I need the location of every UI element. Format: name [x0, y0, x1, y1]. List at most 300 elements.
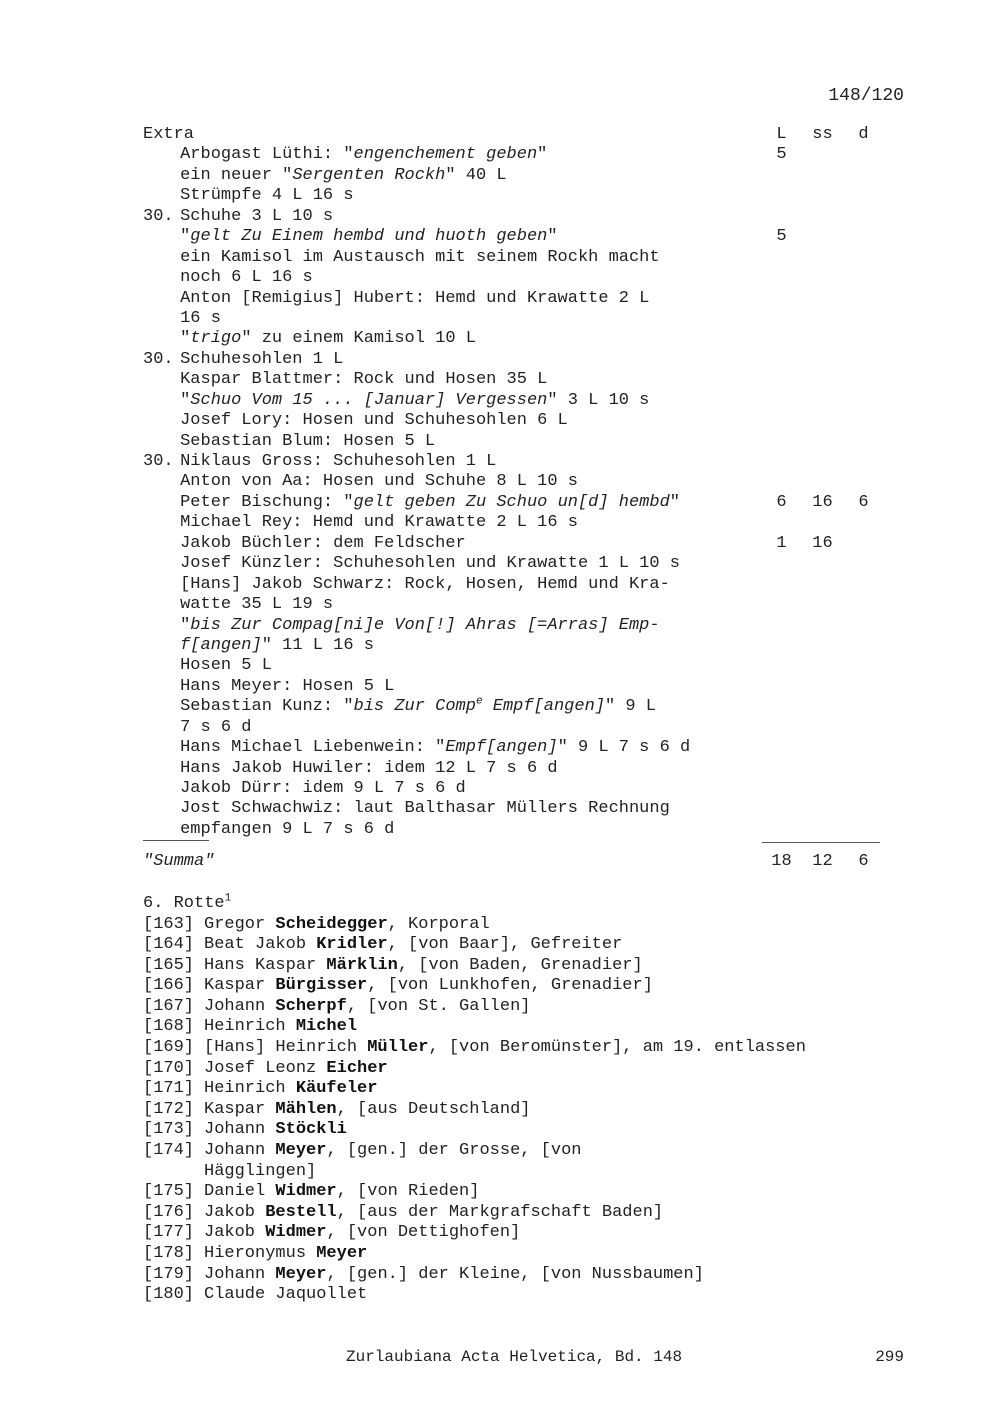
ledger-day — [143, 595, 180, 615]
ledger-pence — [844, 268, 883, 288]
ledger-pence — [844, 166, 883, 186]
text-segment: " zu einem Kamisol 10 L — [241, 329, 476, 349]
ledger-day — [143, 738, 180, 758]
text-segment: , Korporal — [387, 914, 490, 934]
text-segment: trigo — [190, 329, 242, 349]
text-segment: " 11 L 16 s — [261, 635, 374, 655]
ledger-shillings — [801, 248, 844, 268]
text-segment: Meyer — [275, 1264, 327, 1284]
text-segment: Jost Schwachwiz: laut Balthasar Müllers Rechnung — [180, 799, 670, 819]
text-segment: ein Kamisol im Austausch mit seinem Rockh macht — [180, 247, 660, 267]
text-segment: " — [180, 329, 191, 349]
ledger-title: Extra — [143, 125, 195, 144]
summa-pence: 6 — [858, 852, 869, 871]
text-segment: Hans Kaspar — [204, 955, 327, 975]
text-segment: " — [180, 615, 191, 635]
text-segment: Hans Meyer: Hosen 5 L — [180, 676, 395, 696]
ledger-entry-text — [180, 799, 762, 819]
ledger-entry-text — [180, 718, 762, 738]
roster-number: [163] — [143, 914, 195, 934]
ledger-entry-text — [180, 432, 762, 452]
roster-number: [169] — [143, 1038, 195, 1058]
ledger-row — [143, 166, 883, 186]
ledger-row — [143, 799, 883, 819]
ledger-pence — [844, 677, 883, 697]
ledger-day — [143, 411, 180, 431]
ledger-day — [143, 186, 180, 206]
ledger-pence — [844, 248, 883, 268]
ledger-shillings — [801, 227, 844, 247]
ledger-day — [143, 656, 180, 676]
ledger-pounds — [762, 309, 801, 329]
roster-entry — [143, 1079, 903, 1100]
text-segment: " — [180, 390, 191, 410]
roster-entry — [143, 1223, 903, 1244]
ledger-shillings — [801, 656, 844, 676]
ledger-day — [143, 636, 180, 656]
text-segment: , [aus Deutschland] — [336, 1099, 531, 1119]
text-segment: " 9 L — [604, 697, 656, 717]
text-segment: Peter Bischung: " — [180, 492, 354, 512]
ledger-day — [143, 697, 180, 717]
text-segment: Johann — [204, 996, 276, 1016]
text-segment: , [von Rieden] — [336, 1182, 480, 1202]
roster-number: [167] — [143, 996, 195, 1016]
ledger-row — [143, 493, 883, 513]
ledger-shillings — [801, 759, 844, 779]
text-segment: Strümpfe 4 L 16 s — [180, 186, 354, 206]
text-segment: watte 35 L 19 s — [180, 595, 334, 615]
roster-number: [170] — [143, 1058, 195, 1078]
ledger-pence — [844, 411, 883, 431]
ledger-day: 30. — [143, 452, 174, 471]
ledger-pence — [844, 534, 883, 554]
ledger-pence — [844, 452, 883, 472]
ledger-day — [143, 289, 180, 309]
ledger-pounds — [762, 656, 801, 676]
ledger-entry-text — [180, 248, 762, 268]
text-segment: Kaspar Blattmer: Rock und Hosen 35 L — [180, 370, 548, 390]
text-segment: 7 s 6 d — [180, 717, 252, 737]
text-segment: e — [475, 695, 483, 708]
text-segment: Müller — [367, 1038, 429, 1058]
ledger-pounds — [762, 329, 801, 349]
ledger-pence: 6 — [858, 492, 869, 512]
roster-entry — [143, 1017, 903, 1038]
ledger-entry-text — [180, 738, 762, 758]
ledger-entry-text — [180, 329, 762, 349]
summa-pounds: 18 — [771, 852, 792, 871]
text-segment: Mählen — [275, 1099, 337, 1119]
text-segment: Claude Jaquollet — [204, 1285, 368, 1305]
ledger-shillings — [801, 309, 844, 329]
ledger-entry-text — [180, 452, 762, 472]
ledger-row — [143, 472, 883, 492]
ledger-shillings — [801, 268, 844, 288]
ledger-day — [143, 820, 180, 840]
ledger-pence — [844, 718, 883, 738]
text-segment: Michel — [295, 1017, 358, 1037]
roster-entry — [143, 956, 903, 977]
text-segment: Scherpf — [275, 996, 347, 1016]
ledger-pounds — [762, 432, 801, 452]
ledger-entry-text — [180, 472, 762, 492]
ledger-pounds — [762, 268, 801, 288]
text-segment: Bestell — [265, 1202, 337, 1222]
text-segment: Jakob Dürr: idem 9 L 7 s 6 d — [180, 779, 466, 798]
ledger-entry-text — [180, 677, 762, 697]
text-segment: Daniel — [204, 1182, 276, 1202]
ledger-pence — [844, 350, 883, 370]
text-segment: Heinrich — [204, 1017, 296, 1037]
column-header-pence: d — [858, 125, 869, 144]
roster-number: [175] — [143, 1182, 195, 1202]
ledger-pounds — [762, 472, 801, 492]
ledger-row — [143, 227, 883, 247]
column-header-pounds: L — [776, 125, 787, 144]
roster-entry — [143, 1100, 903, 1121]
ledger-shillings — [801, 677, 844, 697]
ledger-row — [143, 636, 883, 656]
text-segment: Schuhesohlen 1 L — [180, 349, 344, 369]
ledger-pounds — [762, 513, 801, 533]
text-segment: Schuo Vom 15 ... [Januar] Vergessen — [190, 390, 548, 410]
ledger-day — [143, 145, 180, 165]
roster-name — [204, 1223, 903, 1244]
text-segment: Widmer — [265, 1223, 327, 1243]
text-segment: " — [180, 227, 191, 247]
roster-name — [204, 1017, 903, 1038]
divider-left — [143, 840, 209, 841]
ledger-day: 30. — [143, 349, 174, 369]
text-segment: Jakob Büchler: dem Feldscher — [180, 533, 466, 553]
roster-entry — [143, 935, 903, 956]
text-segment: Johann — [204, 1264, 276, 1284]
text-segment: Kaspar — [204, 976, 276, 996]
text-segment: Arbogast Lüthi: " — [180, 145, 354, 165]
text-segment: Scheidegger — [275, 914, 388, 934]
text-segment: , [von St. Gallen] — [346, 996, 531, 1016]
ledger-shillings — [801, 513, 844, 533]
roster-name — [204, 1244, 903, 1265]
text-segment: empfangen 9 L 7 s 6 d — [180, 819, 395, 839]
ledger-pounds — [762, 575, 801, 595]
roster-entry — [143, 1265, 903, 1286]
ledger-pounds — [762, 289, 801, 309]
text-segment: Eicher — [326, 1058, 388, 1078]
divider-right — [762, 842, 880, 843]
ledger-day — [143, 616, 180, 636]
ledger-shillings — [801, 166, 844, 186]
text-segment: Jakob — [204, 1223, 266, 1243]
ledger-day — [143, 309, 180, 329]
text-segment: gelt geben Zu Schuo un[d] hembd — [353, 492, 670, 512]
roster-name — [204, 1079, 903, 1100]
ledger-entry-text — [180, 411, 762, 431]
text-segment: " — [669, 492, 680, 512]
ledger-row — [143, 268, 883, 288]
ledger-shillings — [801, 472, 844, 492]
text-segment: " 3 L 10 s — [547, 390, 650, 410]
ledger-row — [143, 595, 883, 615]
ledger-day — [143, 759, 180, 779]
page-reference: 148/120 — [828, 86, 904, 106]
roster-name — [204, 915, 903, 936]
text-segment: , [von Baar], Gefreiter — [387, 935, 623, 955]
text-segment: Sebastian Kunz: " — [180, 697, 354, 717]
ledger-pounds — [762, 391, 801, 411]
ledger-pounds — [762, 370, 801, 390]
ledger-row — [143, 534, 883, 554]
ledger-entry-text — [180, 186, 762, 206]
ledger-row — [143, 697, 883, 717]
ledger-row — [143, 759, 883, 779]
ledger-pounds — [762, 186, 801, 206]
ledger-shillings — [801, 595, 844, 615]
text-segment: Hans Michael Liebenwein: " — [180, 738, 446, 758]
ledger-day — [143, 799, 180, 819]
ledger-pence — [844, 432, 883, 452]
text-segment: Meyer — [316, 1244, 368, 1263]
ledger-row — [143, 145, 883, 165]
ledger-pounds — [762, 411, 801, 431]
ledger-row — [143, 575, 883, 595]
ledger-row — [143, 186, 883, 206]
ledger-pence — [844, 370, 883, 390]
ledger-pounds — [762, 697, 801, 717]
ledger-shillings — [801, 820, 844, 840]
footer-title: Zurlaubiana Acta Helvetica, Bd. 148 — [346, 1348, 683, 1366]
ledger-row — [143, 432, 883, 452]
roster-number: [173] — [143, 1120, 195, 1140]
ledger-entry-text — [180, 350, 762, 370]
ledger-shillings — [801, 350, 844, 370]
roster-entry — [143, 997, 903, 1018]
ledger-pence — [844, 820, 883, 840]
ledger-pence — [844, 616, 883, 636]
roster-entry — [143, 1182, 903, 1203]
text-segment: , [aus der Markgrafschaft Baden] — [336, 1202, 664, 1222]
ledger-row — [143, 779, 883, 799]
ledger-entry-text — [180, 616, 762, 636]
ledger-row — [143, 350, 883, 370]
text-segment: Empf[angen] — [482, 697, 605, 717]
text-segment: [Hans] Jakob Schwarz: Rock, Hosen, Hemd und Kra- — [180, 574, 670, 594]
roster-entry — [143, 1141, 903, 1182]
ledger-row — [143, 677, 883, 697]
text-segment: Widmer — [275, 1182, 337, 1202]
text-segment: Jakob — [204, 1202, 266, 1222]
ledger-rows — [143, 145, 883, 840]
ledger-entry-text — [180, 636, 762, 656]
ledger-pence — [844, 575, 883, 595]
ledger-entry-text — [180, 697, 762, 717]
ledger-row — [143, 718, 883, 738]
ledger-entry-text — [180, 289, 762, 309]
ledger-pence — [844, 391, 883, 411]
roster-entry — [143, 1059, 903, 1080]
ledger-day — [143, 534, 180, 554]
ledger-row — [143, 820, 883, 840]
roster-name — [204, 997, 903, 1018]
ledger-row — [143, 452, 883, 472]
ledger-day — [143, 248, 180, 268]
text-segment: Meyer — [275, 1141, 327, 1161]
footnote-marker: 1 — [224, 892, 232, 905]
summa-row — [143, 851, 883, 872]
ledger-pence — [844, 207, 883, 227]
text-segment: " — [547, 227, 558, 247]
roster-number: [166] — [143, 976, 195, 996]
text-segment: Hieronymus — [204, 1244, 317, 1263]
roster-number: [168] — [143, 1017, 195, 1037]
ledger-shillings — [801, 289, 844, 309]
footer-page-number: 299 — [875, 1348, 904, 1366]
ledger-shillings — [801, 370, 844, 390]
text-segment: Käufeler — [295, 1079, 378, 1099]
text-segment: Josef Leonz — [204, 1058, 327, 1078]
roster-entry — [143, 1038, 903, 1059]
ledger-entry-text — [180, 595, 762, 615]
ledger-pounds: 5 — [776, 227, 787, 247]
roster-entry — [143, 1203, 903, 1224]
text-segment: Märklin — [326, 955, 398, 975]
text-segment: Josef Lory: Hosen und Schuhesohlen 6 L — [180, 411, 568, 431]
roster-name — [204, 1265, 903, 1286]
ledger-pence — [844, 513, 883, 533]
ledger-day — [143, 391, 180, 411]
ledger-entry-text — [180, 513, 762, 533]
ledger-shillings — [801, 207, 844, 227]
ledger-day — [143, 227, 180, 247]
ledger-pence — [844, 636, 883, 656]
roster-name — [204, 935, 903, 956]
roster-name — [204, 1059, 903, 1080]
ledger-shillings — [801, 452, 844, 472]
text-segment: Sebastian Blum: Hosen 5 L — [180, 431, 436, 451]
text-segment: Hans Jakob Huwiler: idem 12 L 7 s 6 d — [180, 758, 558, 778]
text-segment: gelt Zu Einem hembd und huoth geben — [190, 227, 548, 247]
ledger-shillings — [801, 329, 844, 349]
ledger-shillings — [801, 145, 844, 165]
text-segment: , [gen.] der Grosse, [von — [326, 1141, 582, 1161]
ledger-pence — [844, 759, 883, 779]
ledger-row — [143, 207, 883, 227]
text-segment: Niklaus Gross: Schuhesohlen 1 L — [180, 452, 497, 471]
ledger-entry-text — [180, 820, 762, 840]
text-segment: Heinrich — [204, 1079, 296, 1099]
roster-name — [204, 1203, 903, 1224]
roster-number: [178] — [143, 1244, 195, 1263]
text-segment: " — [537, 145, 548, 165]
ledger-row — [143, 554, 883, 574]
roster-title: 6. Rotte$^1$ — [143, 892, 232, 913]
ledger-pounds — [762, 166, 801, 186]
roster-entry — [143, 1244, 903, 1265]
ledger-shillings — [801, 575, 844, 595]
ledger-entry-text — [180, 166, 762, 186]
text-segment: , [gen.] der Kleine, [von Nussbaumen] — [326, 1264, 704, 1284]
ledger-pounds — [762, 677, 801, 697]
ledger-pounds — [762, 350, 801, 370]
ledger-day — [143, 718, 180, 738]
ledger-day — [143, 575, 180, 595]
ledger-entry-text — [180, 656, 762, 676]
ledger-pounds — [762, 799, 801, 819]
roster-number: [176] — [143, 1202, 195, 1222]
text-segment: Beat Jakob — [204, 935, 317, 955]
text-segment: , [von Lunkhofen, Grenadier] — [367, 976, 653, 996]
ledger-table — [143, 125, 883, 840]
roster-name — [204, 956, 903, 977]
ledger-pence — [844, 799, 883, 819]
roster-number: [164] — [143, 935, 195, 955]
ledger-row — [143, 616, 883, 636]
ledger-pence — [844, 309, 883, 329]
ledger-pence — [844, 145, 883, 165]
ledger-pence — [844, 289, 883, 309]
text-segment: 16 s — [180, 308, 221, 328]
ledger-pounds — [762, 759, 801, 779]
ledger-entry-text — [180, 145, 762, 165]
text-segment: Anton [Remigius] Hubert: Hemd und Krawatte 2 L — [180, 288, 650, 308]
ledger-pounds — [762, 616, 801, 636]
ledger-pounds — [762, 248, 801, 268]
ledger-pounds — [762, 595, 801, 615]
ledger-entry-text — [180, 370, 762, 390]
text-segment: ein neuer " — [180, 165, 293, 185]
ledger-shillings — [801, 779, 844, 799]
roster-number: [165] — [143, 955, 195, 975]
roster-number: [179] — [143, 1264, 195, 1284]
ledger-header-row — [143, 125, 883, 145]
ledger-pounds: 1 — [776, 533, 787, 553]
ledger-day — [143, 370, 180, 390]
ledger-day — [143, 166, 180, 186]
ledger-shillings — [801, 391, 844, 411]
ledger-row — [143, 289, 883, 309]
ledger-shillings — [801, 738, 844, 758]
text-segment: , [von Baden, Grenadier] — [397, 955, 643, 975]
text-segment: Bürgisser — [275, 976, 368, 996]
roster-entry — [143, 976, 903, 997]
text-segment: [Hans] Heinrich — [204, 1038, 368, 1058]
text-segment: Gregor — [204, 914, 276, 934]
text-segment: Hägglingen] — [204, 1161, 317, 1181]
text-segment: Kaspar — [204, 1099, 276, 1119]
ledger-pence — [844, 554, 883, 574]
ledger-shillings: 16 — [812, 533, 833, 553]
ledger-entry-text — [180, 534, 762, 554]
text-segment: " 40 L — [445, 165, 507, 185]
ledger-row — [143, 513, 883, 533]
ledger-day — [143, 268, 180, 288]
text-segment: Sergenten Rockh — [292, 165, 446, 185]
ledger-pounds — [762, 718, 801, 738]
ledger-day — [143, 432, 180, 452]
text-segment: noch 6 L 16 s — [180, 268, 313, 288]
ledger-row — [143, 309, 883, 329]
roster-number: [171] — [143, 1079, 195, 1099]
ledger-pence — [844, 779, 883, 799]
text-segment: Schuhe 3 L 10 s — [180, 206, 334, 226]
ledger-day — [143, 779, 180, 799]
ledger-pounds: 6 — [776, 492, 787, 512]
text-segment: " 9 L 7 s 6 d — [557, 738, 691, 758]
roster-number: [174] — [143, 1141, 195, 1161]
roster-entry — [143, 1285, 903, 1306]
text-segment: Johann — [204, 1120, 276, 1140]
